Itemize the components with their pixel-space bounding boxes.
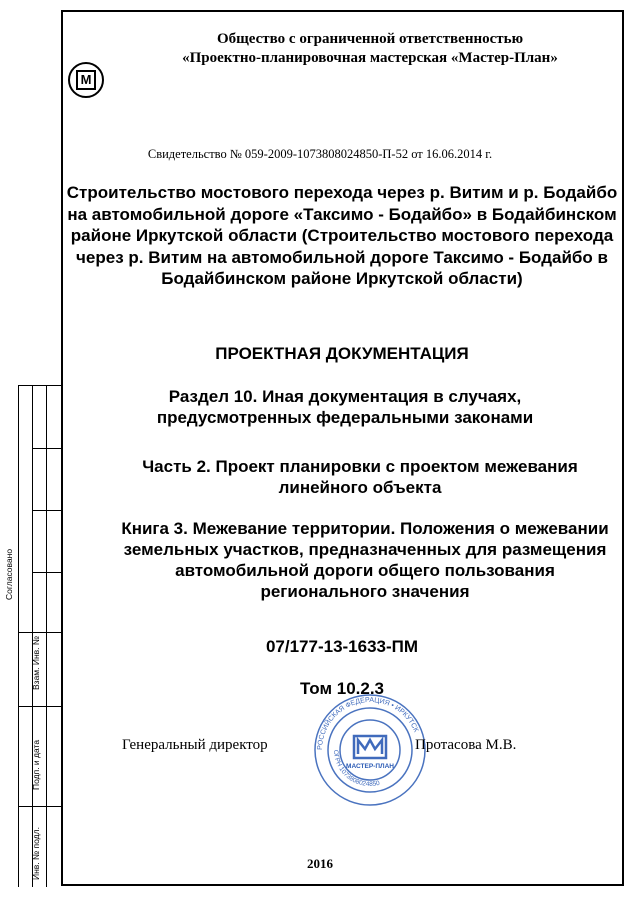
strip-row-line <box>18 706 61 707</box>
original-inv-label: Инв. № подл. <box>31 827 41 880</box>
volume-number: Том 10.2.3 <box>299 679 385 698</box>
part-title: Часть 2. Проект планировки с проектом межевания линейного объекта <box>142 457 578 497</box>
replacement-inv-label: Взам. Инв. № <box>31 635 41 690</box>
book-title: Книга 3. Межевание территории. Положения о межевании земельных участков, предназначенных для размещения автомобильной дороги общего пользования регионального значения <box>121 519 609 601</box>
approval-label: Согласовано <box>4 548 14 600</box>
organization-line-2: «Проектно-планировочная мастерская «Мастер-План» <box>182 50 558 66</box>
company-logo-icon <box>68 62 104 98</box>
strip-row-line <box>18 632 61 633</box>
section-title: Раздел 10. Иная документация в случаях, предусмотренных федеральными законами <box>156 387 534 427</box>
project-title: Строительство мостового перехода через р. Витим и р. Бодайбо на автомобильной дороге «Таксимо - Бодайбо» в Бодайбинском районе Иркутской области (Строительство мостового перехода через р. Витим на автомобильной дороге Таксимо - Бодайбо в Бодайбинском районе Иркутской области) <box>66 183 618 288</box>
signatory-name: Протасова М.В. <box>415 737 517 753</box>
organization-name <box>120 30 620 68</box>
organization-line-1: Общество с ограниченной ответственностью <box>216 31 524 47</box>
strip-row-line <box>32 572 61 573</box>
strip-divider <box>46 386 47 887</box>
document-type: ПРОЕКТНАЯ ДОКУМЕНТАЦИЯ <box>215 344 469 363</box>
logo-mark: М <box>76 70 96 90</box>
seal-outer-text: РОССИЙСКАЯ ФЕДЕРАЦИЯ • ИРКУТСК <box>316 696 420 751</box>
document-code: 07/177-13-1633-ПМ <box>265 637 419 656</box>
strip-row-line <box>32 510 61 511</box>
strip-row-line <box>18 806 61 807</box>
certificate-line: Свидетельство № 059-2009-1073808024850-П-52 от 16.06.2014 г. <box>147 147 493 161</box>
seal-inner-text: ОГРН 1073808024850 <box>331 749 381 789</box>
sign-date-label: Подп. и дата <box>31 739 41 790</box>
company-seal-icon <box>312 692 428 808</box>
signatory-position: Генеральный директор <box>122 737 268 753</box>
seal-center-text: МАСТЕР-ПЛАН <box>346 763 394 770</box>
strip-border-left <box>18 386 19 887</box>
document-year: 2016 <box>307 856 333 871</box>
strip-row-line <box>32 448 61 449</box>
